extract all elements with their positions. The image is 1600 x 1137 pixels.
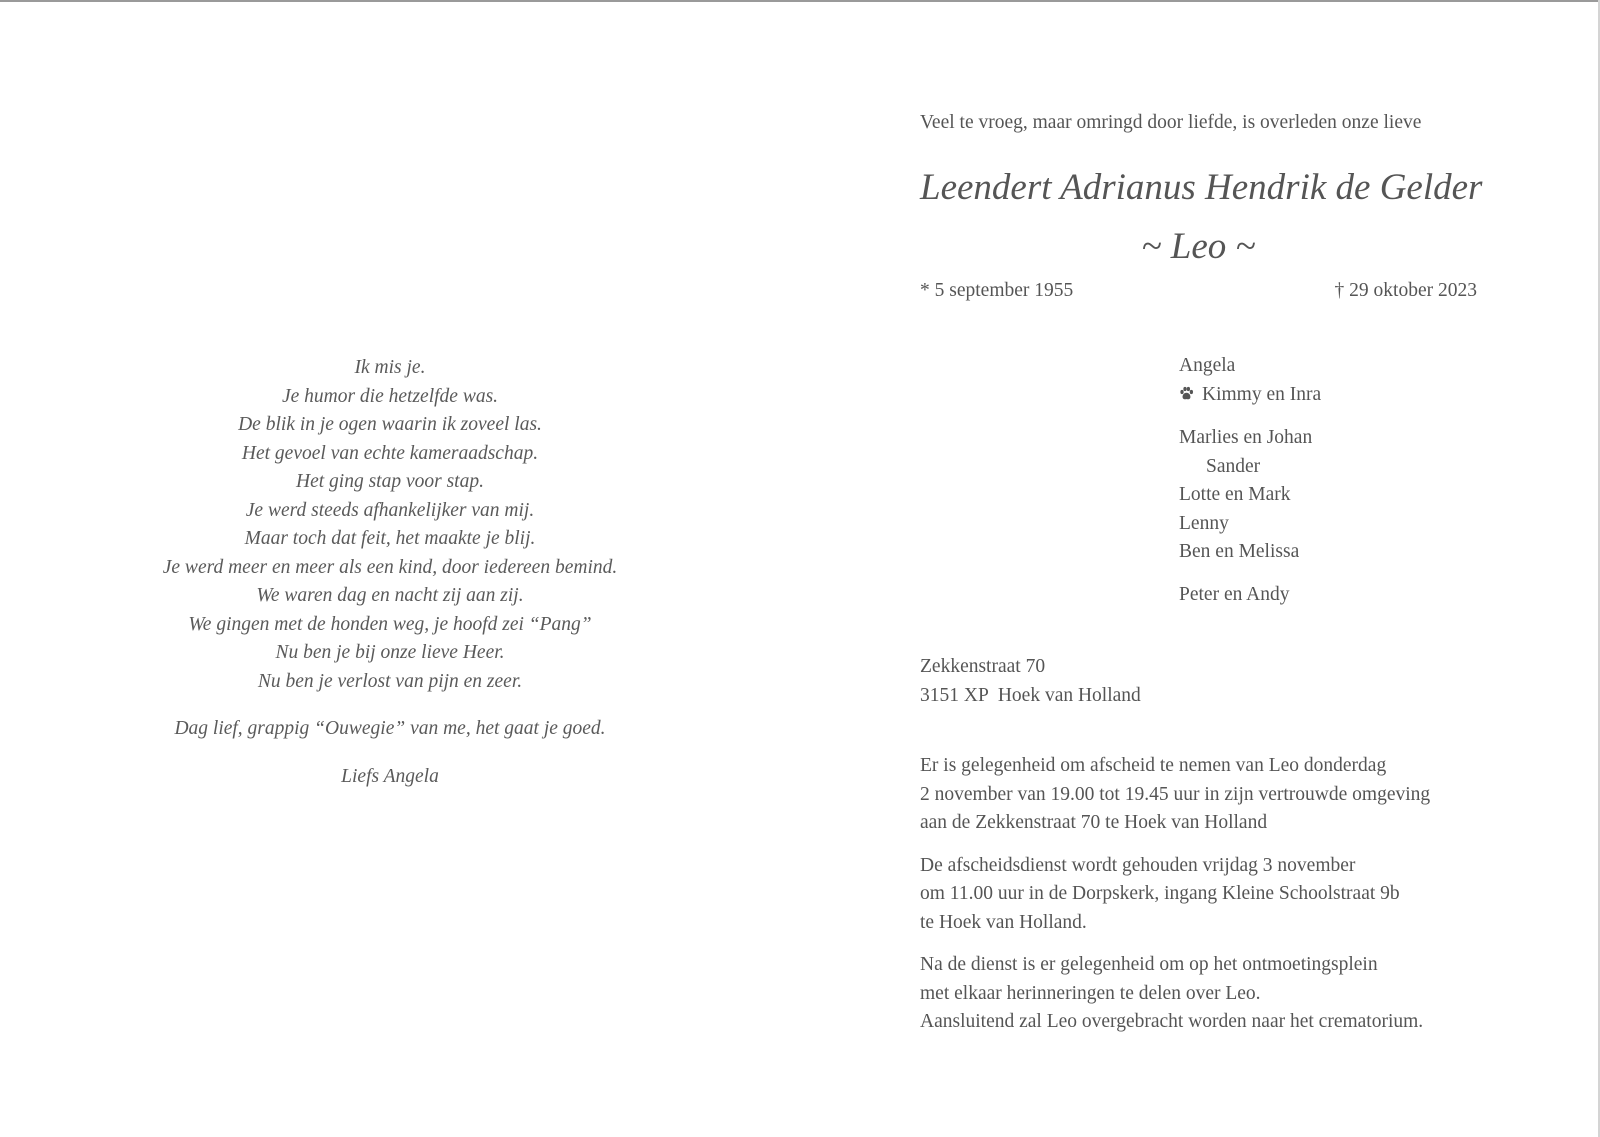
info-line: 2 november van 19.00 tot 19.45 uur in zijn vertrouwde omgeving: [920, 783, 1431, 805]
funeral-info: [920, 752, 1430, 1037]
paw-icon: [1179, 387, 1198, 404]
family-member: Ben en Melissa: [1179, 541, 1300, 562]
poem-line: Je humor die hetzelfde was.: [281, 385, 499, 407]
family-member: Sander: [1206, 455, 1261, 477]
family-member: Marlies en Johan: [1179, 427, 1313, 448]
family-member-label: Kimmy en Inra: [1202, 383, 1322, 405]
info-line: Er is gelegenheid om afscheid te nemen van Leo donderdag: [920, 755, 1387, 776]
address-city: 3151 XP Hoek van Holland: [920, 684, 1141, 706]
poem-line: De blik in je ogen waarin ik zoveel las.: [238, 414, 542, 435]
death-date: † 29 oktober 2023: [1334, 280, 1477, 301]
top-border: [0, 0, 1600, 2]
info-line: met elkaar herinneringen te delen over Leo.: [920, 982, 1261, 1004]
poem-signature: Liefs Angela: [341, 765, 439, 787]
address-street: Zekkenstraat 70: [920, 656, 1046, 677]
info-line: om 11.00 uur in de Dorpskerk, ingang Kleine Schoolstraat 9b: [920, 883, 1400, 904]
poem-line: Je werd steeds afhankelijker van mij.: [245, 499, 535, 521]
deceased-name: Leendert Adrianus Hendrik de Gelder: [920, 167, 1483, 208]
poem: [140, 354, 640, 791]
poem-line: Je werd meer en meer als een kind, door iedereen bemind.: [162, 556, 618, 578]
deceased-nickname: ~ Leo ~: [1141, 226, 1256, 267]
info-line: Na de dienst is er gelegenheid om op het ontmoetingsplein: [920, 954, 1378, 975]
poem-line: Het ging stap voor stap.: [296, 471, 484, 492]
poem-line: We gingen met de honden weg, je hoofd zei “Pang”: [188, 613, 592, 635]
family-member: Peter en Andy: [1179, 583, 1290, 605]
poem-line: We waren dag en nacht zij aan zij.: [256, 585, 524, 606]
info-line: Aansluitend zal Leo overgebracht worden naar het crematorium.: [920, 1011, 1424, 1032]
info-line: aan de Zekkenstraat 70 te Hoek van Holland: [920, 812, 1268, 833]
poem-line: Maar toch dat feit, het maakte je blij.: [244, 528, 536, 549]
poem-line: Ik mis je.: [354, 357, 426, 378]
birth-date: * 5 september 1955: [920, 280, 1074, 301]
family-member: Lenny: [1179, 512, 1229, 534]
address: [920, 653, 1141, 710]
info-line: De afscheidsdienst wordt gehouden vrijdag 3 november: [920, 854, 1356, 876]
family-member: Lotte en Mark: [1179, 484, 1291, 505]
intro-text: Veel te vroeg, maar omringd door liefde, is overleden onze lieve: [920, 112, 1422, 133]
info-line: te Hoek van Holland.: [920, 911, 1087, 933]
poem-line: Nu ben je bij onze lieve Heer.: [275, 642, 505, 663]
family-member: Angela: [1179, 355, 1236, 376]
poem-line: Nu ben je verlost van pijn en zeer.: [257, 670, 523, 692]
poem-closing: Dag lief, grappig “Ouwegie” van me, het gaat je goed.: [174, 718, 606, 739]
family-list: [1179, 352, 1321, 609]
family-member-pets: [1179, 381, 1321, 411]
poem-line: Het gevoel van echte kameraadschap.: [241, 442, 539, 464]
